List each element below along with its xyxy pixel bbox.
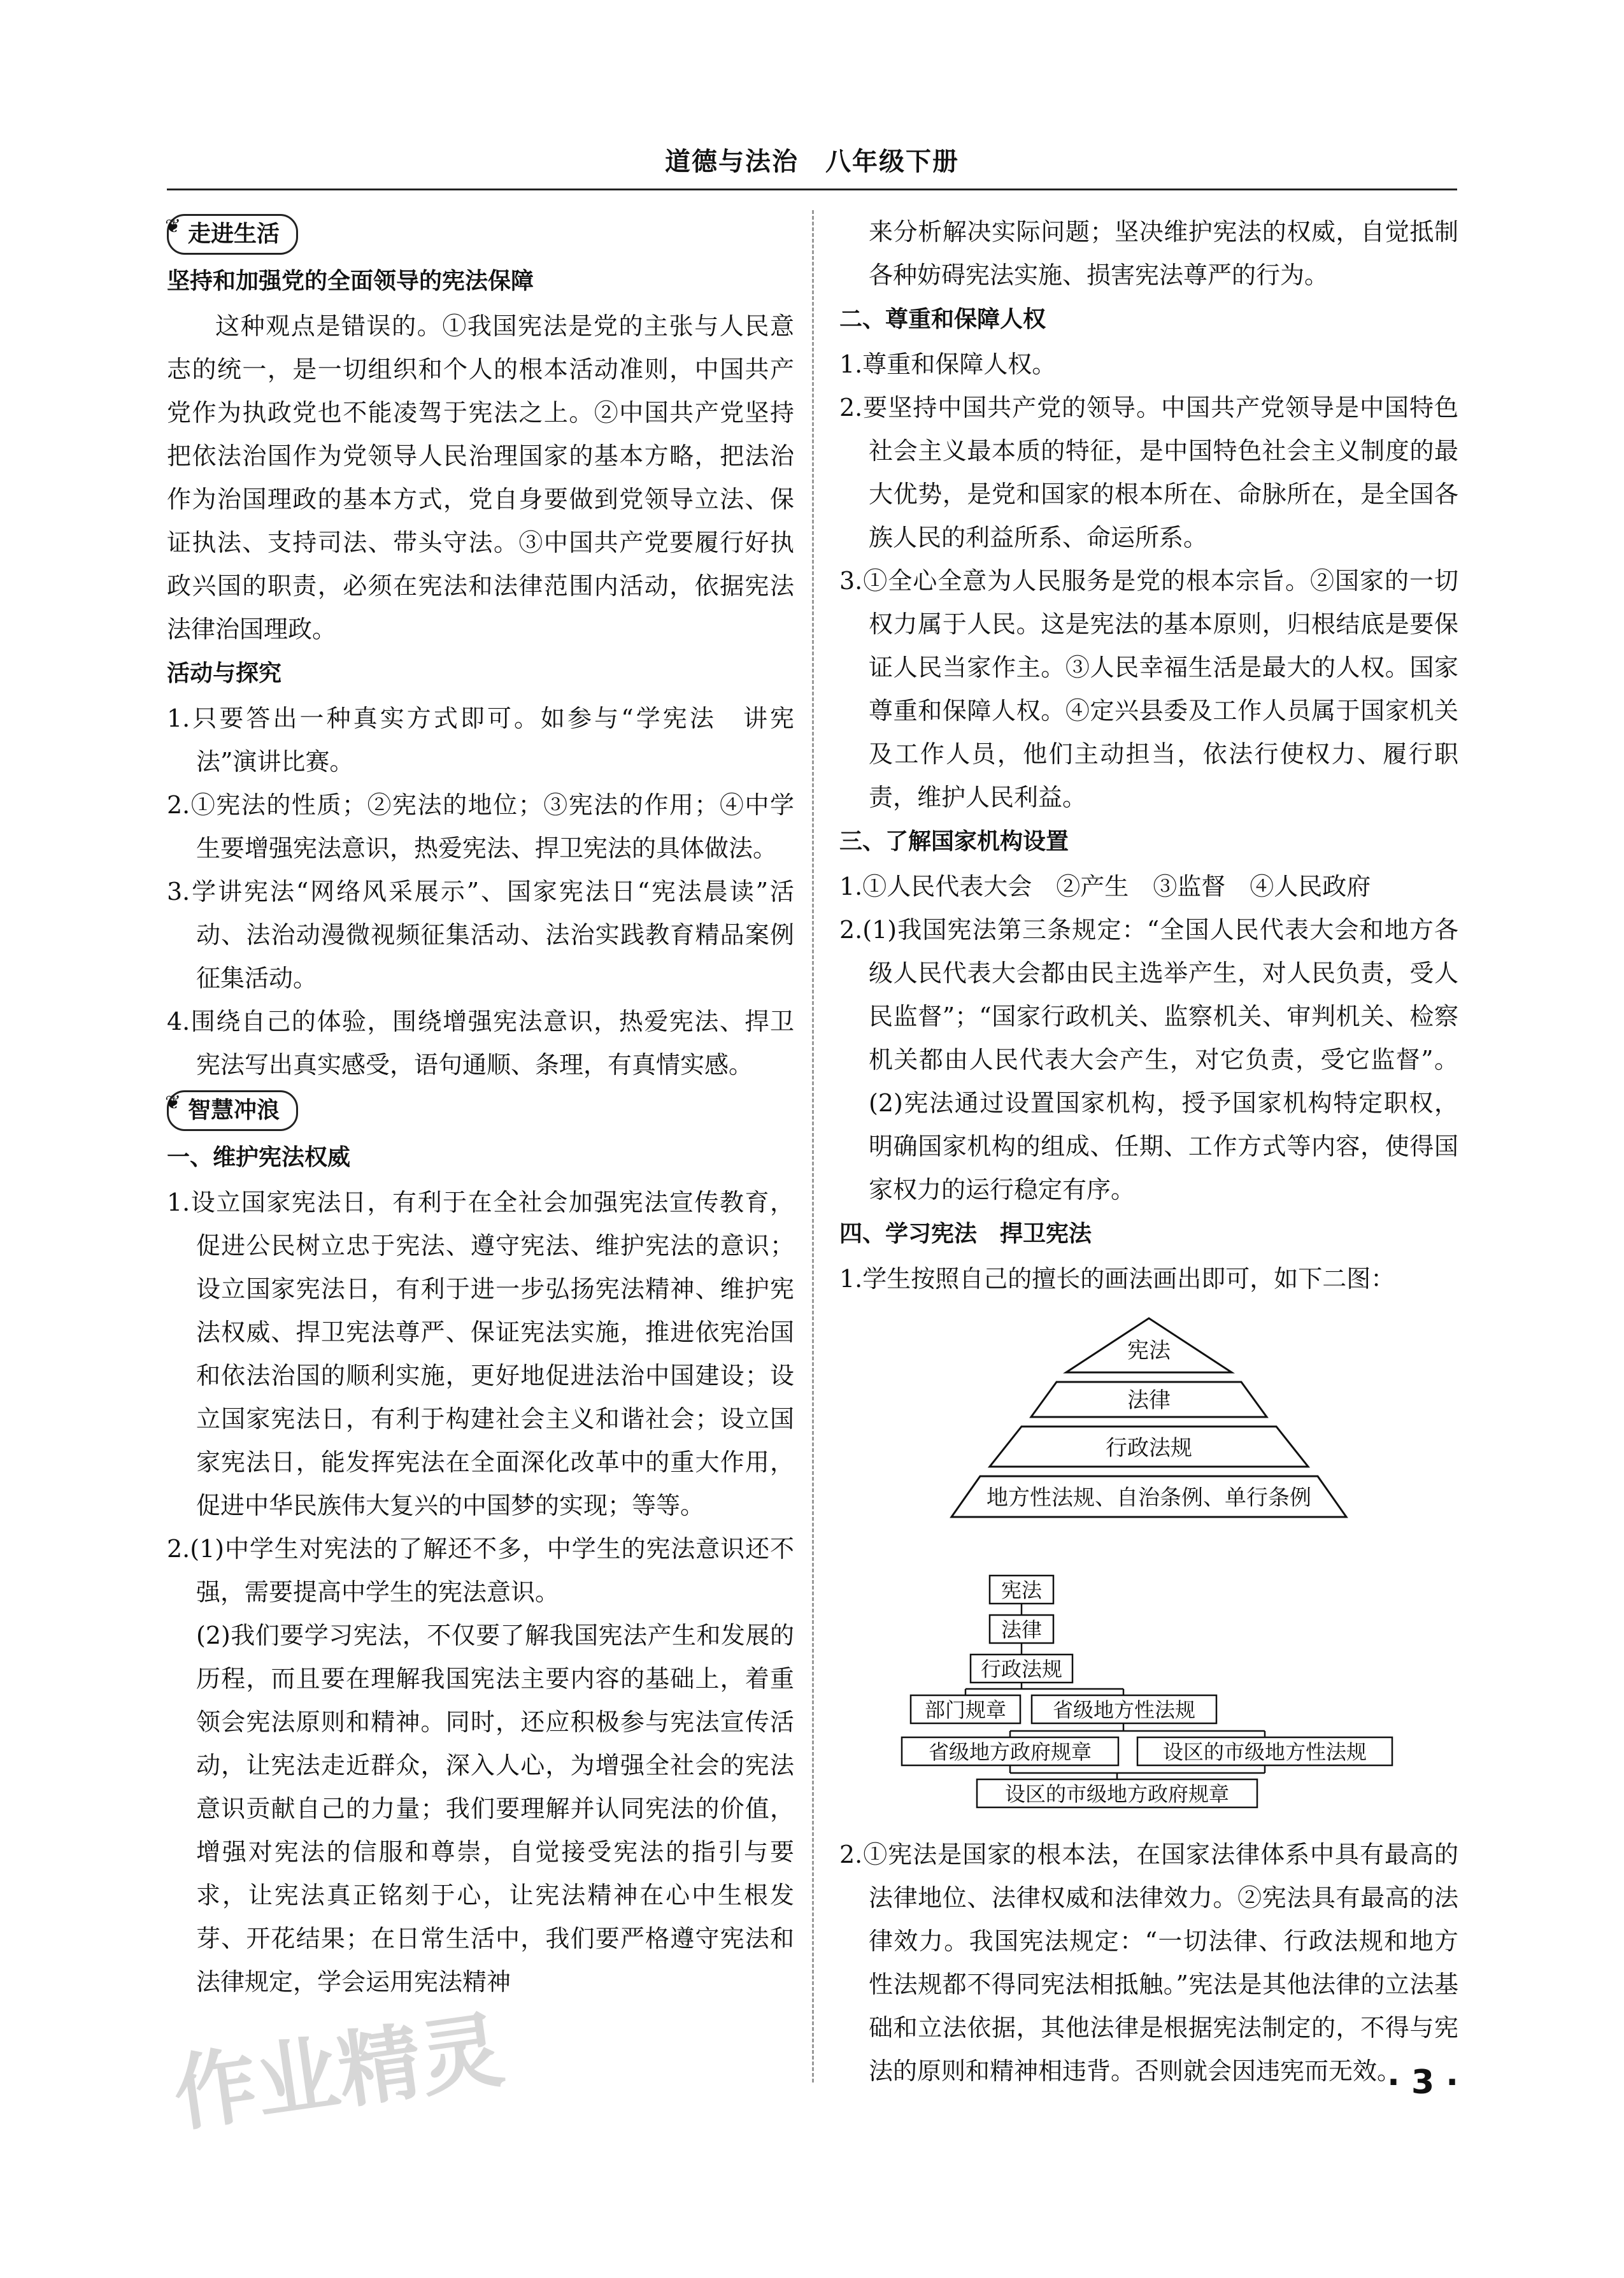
section-heading: 一、维护宪法权威 xyxy=(167,1144,351,1171)
swirl-icon: ❦ xyxy=(165,1092,182,1114)
answer-item: 2.要坚持中国共产党的领导。中国共产党领导是中国特色社会主义最本质的特征，是中国特色社会主义制度的最大优势，是党和国家的根本所在、命脉所在，是全国各族人民的利益所系、命运所系。 xyxy=(839,394,1458,552)
pyramid-label: 行政法规 xyxy=(1106,1435,1192,1461)
page-header: 道德与法治 八年级下册 xyxy=(665,146,959,176)
section-heading: 活动与探究 xyxy=(167,660,282,687)
page-number: · 3 · xyxy=(1387,2063,1458,2102)
answer-item-continued: 来分析解决实际问题；坚决维护宪法的权威，自觉抵制各种妨碍宪法实施、损害宪法尊严的行为。 xyxy=(869,218,1458,289)
law-hierarchy-tree xyxy=(901,1573,1397,1821)
tree-label: 法律 xyxy=(1001,1618,1043,1642)
section-heading: 二、尊重和保障人权 xyxy=(839,306,1046,332)
tree-label: 省级地方性法规 xyxy=(1052,1698,1196,1722)
swirl-icon: ❦ xyxy=(165,215,182,238)
section-tag-life xyxy=(167,214,298,255)
tree-label: 省级地方政府规章 xyxy=(928,1740,1092,1764)
answer-item: 3.学讲宪法“网络风采展示”、国家宪法日“宪法晨读”活动、法治动漫微视频征集活动、法治实践教育精品案例征集活动。 xyxy=(167,878,794,992)
answer-item: 1.学生按照自己的擅长的画法画出即可，如下二图： xyxy=(839,1265,1395,1293)
answer-item: 2.(1)我国宪法第三条规定：“全国人民代表大会和地方各级人民代表大会都由民主选举产生，对人民负责，受人民监督”；“国家行政机关、监察机关、审判机关、检察机关都由人民代表大会产生，对它负责，受它监督”。(2)宪法通过设置国家机构，授予国家机构特定职权，明确国家机构的组成、任期、工作方式等内容，使得国家权力的运行稳定有序。 xyxy=(839,916,1458,1204)
column-divider xyxy=(812,210,814,2082)
answer-item-continued: (2)我们要学习宪法，不仅要了解我国宪法产生和发展的历程，而且要在理解我国宪法主要内容的基础上，着重领会宪法原则和精神。同时，还应积极参与宪法宣传活动，让宪法走近群众，深入人心，为增强全社会的宪法意识贡献自己的力量；我们要理解并认同宪法的价值，增强对宪法的信服和尊崇，自觉接受宪法的指引与要求，让宪法真正铭刻于心，让宪法精神在心中生根发芽、开花结果；在日常生活中，我们要严格遵守宪法和法律规定，学会运用宪法精神 xyxy=(196,1621,794,1996)
header-rule xyxy=(167,189,1457,190)
answer-item: 3.①全心全意为人民服务是党的根本宗旨。②国家的一切权力属于人民。这是宪法的基本原则，归根结底是要保证人民当家作主。③人民幸福生活是最大的人权。国家尊重和保障人权。④定兴县委及工作人员属于国家机关及工作人员，他们主动担当，依法行使权力、履行职责，维护人民利益。 xyxy=(839,567,1458,811)
tree-label: 设区的市级地方性法规 xyxy=(1162,1740,1367,1764)
watermark: 作业精灵 xyxy=(167,2001,509,2144)
tree-label: 行政法规 xyxy=(980,1657,1063,1681)
pyramid-label: 地方性法规、自治条例、单行条例 xyxy=(987,1485,1311,1511)
right-column xyxy=(839,210,1458,2093)
law-hierarchy-pyramid xyxy=(907,1312,1391,1567)
answer-item: 1.尊重和保障人权。 xyxy=(839,350,1057,378)
answer-item: 4.围绕自己的体验，围绕增强宪法意识，热爱宪法、捍卫宪法写出真实感受，语句通顺、条理，有真情实感。 xyxy=(167,1007,794,1079)
section-tag-wisdom xyxy=(167,1090,298,1131)
answer-item: 1.设立国家宪法日，有利于在全社会加强宪法宣传教育，促进公民树立忠于宪法、遵守宪法、维护宪法的意识；设立国家宪法日，有利于进一步弘扬宪法精神、维护宪法权威、捍卫宪法尊严、保证宪法实施，推进依宪治国和依法治国的顺利实施，更好地促进法治中国建设；设立国家宪法日，有利于构建社会主义和谐社会；设立国家宪法日，能发挥宪法在全面深化改革中的重大作用，促进中华民族伟大复兴的中国梦的实现；等等。 xyxy=(167,1188,794,1520)
answer-paragraph: 这种观点是错误的。①我国宪法是党的主张与人民意志的统一，是一切组织和个人的根本活动准则，中国共产党作为执政党也不能凌驾于宪法之上。②中国共产党坚持把依法治国作为党领导人民治理国家的基本方略，把法治作为治国理政的基本方式，党自身要做到党领导立法、保证执法、支持司法、带头守法。③中国共产党要履行好执政兴国的职责，必须在宪法和法律范围内活动，依据宪法法律治国理政。 xyxy=(167,312,794,643)
left-column xyxy=(167,210,794,2004)
section-heading: 四、学习宪法 捍卫宪法 xyxy=(839,1221,1092,1247)
section-heading: 三、了解国家机构设置 xyxy=(839,829,1069,855)
section-heading: 坚持和加强党的全面领导的宪法保障 xyxy=(167,268,534,294)
answer-item: 1.只要答出一种真实方式即可。如参与“学宪法 讲宪法”演讲比赛。 xyxy=(167,704,794,776)
section-tag-label: 智慧冲浪 xyxy=(188,1097,280,1123)
pyramid-label: 法律 xyxy=(1127,1388,1171,1413)
tree-label: 设区的市级地方政府规章 xyxy=(1004,1782,1230,1806)
answer-item: 2.(1)中学生对宪法的了解还不多，中学生的宪法意识还不强，需要提高中学生的宪法意识。 xyxy=(167,1535,794,1606)
pyramid-label: 宪法 xyxy=(1127,1338,1171,1363)
answer-item: 1.①人民代表大会 ②产生 ③监督 ④人民政府 xyxy=(839,872,1371,901)
answer-item: 2.①宪法的性质；②宪法的地位；③宪法的作用；④中学生要增强宪法意识，热爱宪法、捍卫宪法的具体做法。 xyxy=(167,791,794,862)
section-tag-label: 走进生活 xyxy=(188,221,280,247)
tree-label: 宪法 xyxy=(1001,1578,1043,1602)
answer-item: 2.①宪法是国家的根本法，在国家法律体系中具有最高的法律地位、法律权威和法律效力。②宪法具有最高的法律效力。我国宪法规定：“一切法律、行政法规和地方性法规都不得同宪法相抵触。”宪法是其他法律的立法基础和立法依据，其他法律是根据宪法制定的，不得与宪法的原则和精神相违背。否则就会因违宪而无效。 xyxy=(839,1840,1458,2085)
tree-label: 部门规章 xyxy=(924,1698,1007,1722)
